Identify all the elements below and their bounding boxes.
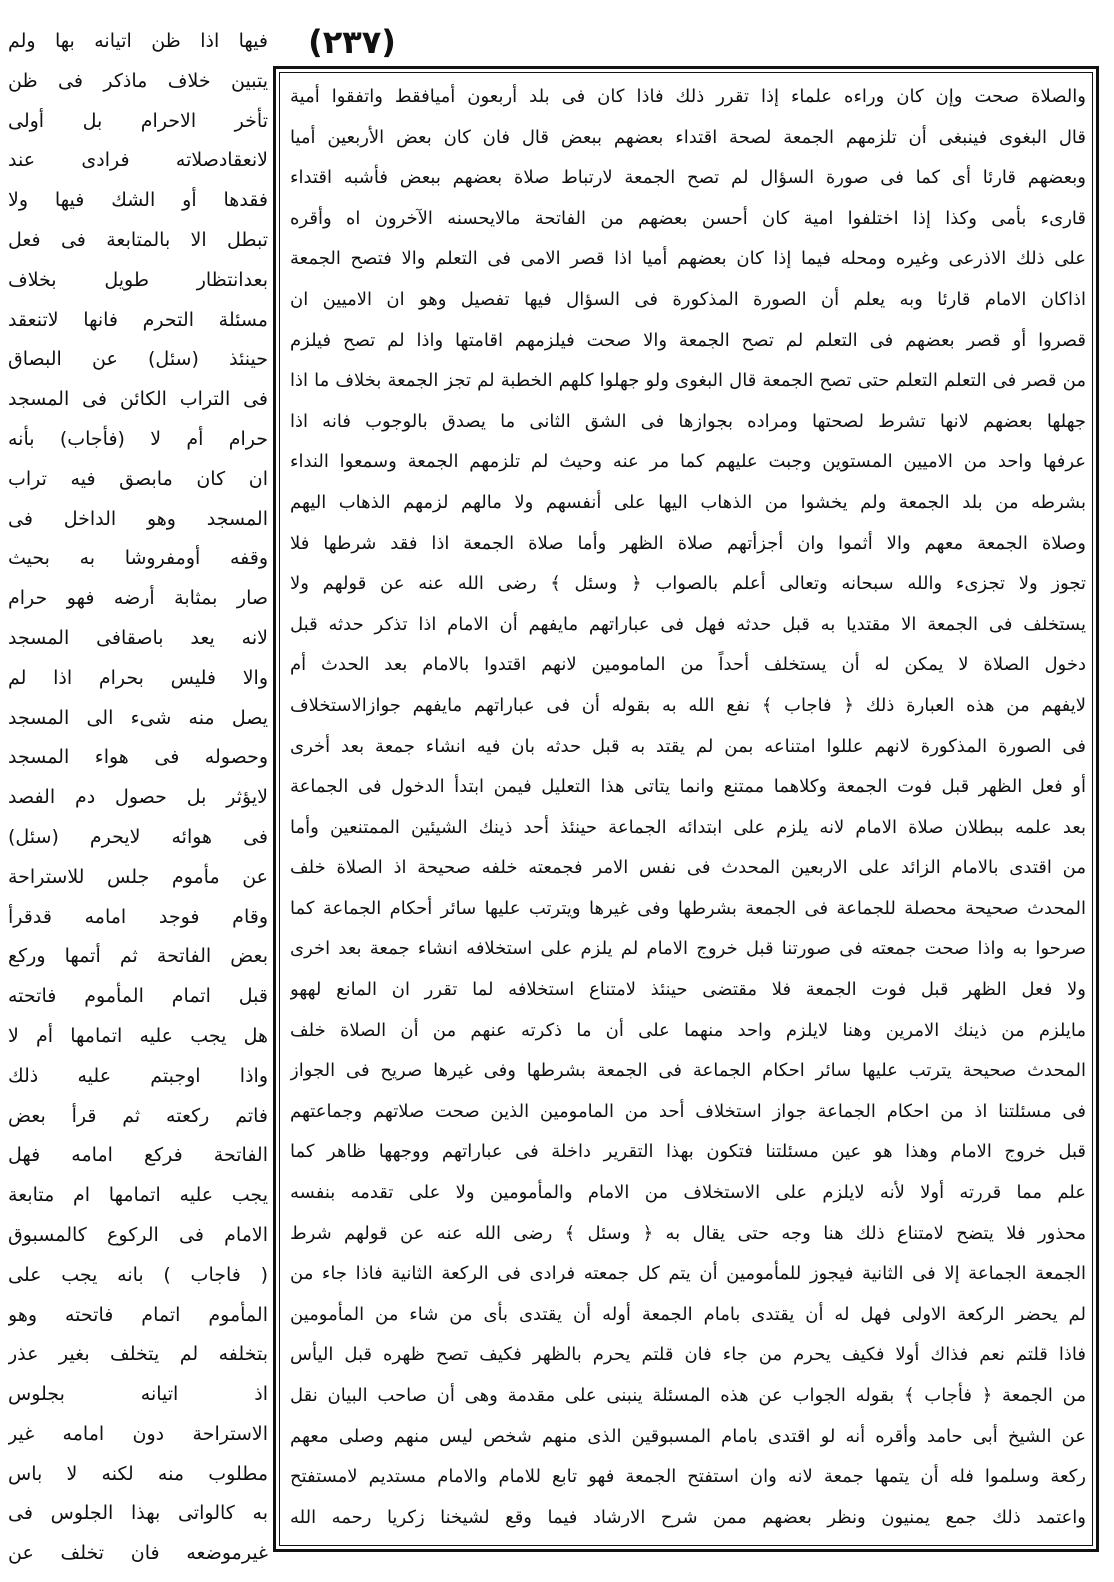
margin-note-line: لايؤثر بل حصول دم الفصد <box>8 786 268 809</box>
main-text-line: دخول الصلاة لا يمكن له أن يستخلف أحداً من المامومين لانهم اقتدوا بالامام بعد الحدث أم <box>290 654 1086 676</box>
margin-note-line: يصل منه شىء الى المسجد <box>8 706 268 729</box>
main-text-line: فاذا قلتم نعم فذاك أولا فكيف يحرم من جاء فان قلتم يحرم بالظهر فكيف تصح ظهره قبل اليأس <box>290 1344 1086 1366</box>
main-text-line: من قصر فى التعلم التعلم حتى تصح الجمعة قال البغوى ولو جهلوا كلهم الخطبة لم تجز الجمعة بخلاف ما اذا <box>290 370 1086 392</box>
margin-note-line: مسئلة التحرم فانها لاتنعقد <box>8 308 268 331</box>
main-text-line: وصلاة الجمعة معهم والا أثموا وان أجزأتهم صلاة الظهر وأما صلاة الجمعة اذا فقد شرطها فلا <box>290 532 1086 554</box>
main-text-line: واعتمد ذلك جمع يمنيون ونظر بعضهم ممن شرح الارشاد فيما وقع لشيخنا زكريا رحمه الله <box>290 1506 1086 1528</box>
margin-note-line: عن مأموم جلس للاستراحة <box>8 865 268 888</box>
main-text-line: والصلاة صحت وإن كان وراءه علماء إذا تقرر ذلك فاذا كان فى بلد أربعون أميافقط واتفقوا أمية <box>290 86 1086 107</box>
margin-note-line: فيها اذا ظن اتيانه بها ولم <box>8 30 268 52</box>
main-text-line: لم يحضر الركعة الاولى فهل له أن يقتدى بامام الجمعة أوله أن يقتدى بأى من شاء من المأمومين <box>290 1303 1086 1325</box>
margin-note-line: لانه يعد باصقافى المسجد <box>8 626 268 649</box>
margin-note-line: فقدها أو الشك فيها ولا <box>8 189 268 212</box>
page-number: (٢٣٧) <box>308 23 396 61</box>
main-text-line: عرفها واحد من الاميين المستوين وجبت عليهم كما مر عنه وحيث لم تلزمهم الجمعة وسمعوا النداء <box>290 451 1086 473</box>
margin-note-line: صار بمثابة أرضه فهو حرام <box>8 587 268 610</box>
main-text-line: المحدث صحيحة محصلة للجماعة فى الجمعة بشرطها وفى غيرها ويترتب عليها سائر أحكام الجماعة كما <box>290 897 1086 919</box>
margin-note-line: حينئذ (سئل) عن البصاق <box>8 348 268 371</box>
main-text-line: من اقتدى بالامام الزائد على الاربعين المحدث فى نفس الامر فجمعته خلفه صحيحة اذ الصلاة خلف <box>290 857 1086 879</box>
margin-note-line: وقام فوجد امامه قدقرأ <box>8 905 268 928</box>
main-text-line: بشرطه من بلد الجمعة ولم يخشوا من الذهاب اليها على أنفسهم ولا مالهم لزمهم الذهاب اليهم <box>290 491 1086 513</box>
margin-note-line: المأموم اتمام فاتحته وهو <box>8 1303 268 1326</box>
main-text-line: المحدث صحيحة يترتب عليها سائر احكام الجماعة فى الجمعة بشرطها وفى غيرها صريح فى الجواز <box>290 1060 1086 1082</box>
margin-note-line: واذا اوجبتم عليه ذلك <box>8 1064 268 1087</box>
margin-note-line: يجب عليه اتمامها ام متابعة <box>8 1184 268 1207</box>
main-text-line: جهلها بعضهم لانها تشرط لصحتها ومراده بجوازها فى الشق الثانى ما يصدق بالوجوب فانه اذا <box>290 410 1086 432</box>
margin-note-line: ( فاجاب ) بانه يجب على <box>8 1263 268 1286</box>
main-text-line: يستخلف فى الجمعة الا مقتديا به قبل حدثه فهل فى عباراتهم مايفهم أن الامام اذا تذكر حدثه قبل <box>290 613 1086 635</box>
margin-note-line: الامام فى الركوع كالمسبوق <box>8 1223 268 1246</box>
margin-note-line: يتبين خلاف ماذكر فى ظن <box>8 69 268 92</box>
margin-note-line: غيرموضعه فان تخلف عن <box>8 1542 268 1565</box>
margin-note-line: به كالواتى بهذا الجلوس فى <box>8 1502 268 1525</box>
margin-note-line: بتخلفه لم يتخلف بغير عذر <box>8 1343 268 1366</box>
margin-note-line: المسجد وهو الداخل فى <box>8 507 268 530</box>
main-text-line: قارىء بأمى وكذا إذا اختلفوا امية كان أحسن بعضهم من الفاتحة مالايحسنه الآخرون اه وأقره <box>290 207 1086 229</box>
margin-note-line: مطلوب منه لكنه لا باس <box>8 1462 268 1485</box>
margin-note-line: الفاتحة فركع امامه فهل <box>8 1144 268 1167</box>
margin-note-line: وقفه أومفروشا به بحيث <box>8 547 268 570</box>
main-text-column <box>290 77 1086 1538</box>
margin-note-line: فاتم ركعته ثم قرأ بعض <box>8 1104 268 1127</box>
margin-note-line: تأخر الاحرام بل أولى <box>8 109 268 132</box>
margin-note-line: هل يجب عليه اتمامها أم لا <box>8 1024 268 1047</box>
margin-note-line: بعدانتظار طويل بخلاف <box>8 268 268 291</box>
margin-note-line: قبل اتمام المأموم فاتحته <box>8 985 268 1008</box>
main-text-line: عن الشيخ أبى حامد وأقره أنه لو اقتدى بامام المسبوقين الذى منهم شخص ليس منهم وصلى معهم <box>290 1425 1086 1447</box>
main-text-line: فى مسئلتنا اذ من احكام الجماعة جواز استخلاف أحد من المامومين الذين صحت صلاتهم وجماعتهم <box>290 1100 1086 1122</box>
main-text-line: وبعضهم قارئا أى كما فى صورة السؤال لم تصح الجمعة لارتباط صلاة بعضهم ببعض فأشبه اقتداء <box>290 167 1086 189</box>
margin-note-line: اذ اتيانه بجلوس <box>8 1383 268 1406</box>
main-text-line: من الجمعة ﴿ فأجاب ﴾ بقوله الجواب عن هذه المسئلة ينبنى على مقدمة وهى أن صاحب البيان نقل <box>290 1385 1086 1406</box>
main-text-line: بعد علمه ببطلان صلاة الامام لانه يلزم على ابتدائه الجماعة حينئذ أحد ذينك الشيئين الممتنعين وأما <box>290 816 1086 838</box>
margin-note-line: الاستراحة دون امامه غير <box>8 1422 268 1445</box>
main-text-line: علم مما قررته أولا لأنه لايلزم على الاستخلاف من الامام والمأمومين ولا على تقدمه بنفسه <box>290 1182 1086 1204</box>
margin-note-line: تبطل الا بالمتابعة فى فعل <box>8 228 268 251</box>
main-text-line: أو فعل الظهر قبل فوت الجمعة وكلاهما ممتنع وانما يتاتى هذا التعليل فيمن ابتدأ الدخول فى الجماعة <box>290 776 1086 798</box>
main-text-line: على ذلك الاذرعى وغيره ومحله فيما إذا كان بعضهم أميا اذا قصر الامى فى التعلم والا فتصح الجمعة <box>290 248 1086 270</box>
main-text-line: قبل خروج الامام وهذا هو عين مسئلتنا فتكون بهذا التقرير داخلة فى عباراتهم ووجهها ظاهر كما <box>290 1141 1086 1163</box>
main-text-line: قال البغوى فينبغى أن تلزمهم الجمعة لصحة اقتداء بعضهم ببعض قال فان كان بعض الأربعين أميا <box>290 126 1086 148</box>
margin-notes-column <box>8 22 268 1574</box>
margin-note-line: والا فليس بحرام اذا لم <box>8 666 268 689</box>
margin-note-line: لانعقادصلاته فرادى عند <box>8 149 268 172</box>
main-text-line: قصروا أو قصر بعضهم فى التعلم لم تصح الجمعة والا صحت فيلزمهم اقامتها واذا لم تصح فيلزم <box>290 329 1086 351</box>
main-text-line: صرحوا به واذا صحت جمعته فى صورتنا قبل خروج الامام لم يلزم على استخلافه انشاء جمعة بعد اخرى <box>290 938 1086 960</box>
main-text-line: ركعة وسلموا فله أن يتمها جمعة لانه وان استفتح الجمعة فهو تابع للامام والامام مستديم لامستفتح <box>290 1466 1086 1488</box>
main-text-line: فى الصورة المذكورة لانهم عللوا امتناعه بمن لم يقتد به قبل حدثه بان فيه انشاء جمعة بعد أخرى <box>290 735 1086 757</box>
margin-note-line: بعض الفاتحة ثم أتمها وركع <box>8 945 268 968</box>
main-text-line: ولا فعل الظهر قبل فوت الجمعة فلا مقتضى حينئذ لامتناع استخلافه لما تقرر ان المانع لههو <box>290 979 1086 1001</box>
main-text-line: اذاكان الامام قارئا وبه يعلم أن الصورة المذكورة فى السؤال فيها تفصيل وهو ان الاميين ان <box>290 288 1086 310</box>
main-text-line: الجمعة الجماعة إلا فى الثانية فيجوز للمأمومين أن يتم كل جمعته فرادى فى الركعة الثانية فاذا جاء من <box>290 1263 1086 1285</box>
margin-note-line: حرام أم لا (فأجاب) بأنه <box>8 427 268 450</box>
margin-note-line: ان كان مابصق فيه تراب <box>8 467 268 490</box>
main-text-line: مايلزم من ذينك الامرين وهنا لايلزم واحد منهما على أن ما ذكرته عنهم من أن الصلاة خلف <box>290 1019 1086 1041</box>
main-text-line: تجوز ولا تجزىء والله سبحانه وتعالى أعلم بالصواب ﴿ وسئل ﴾ رضى الله عنه عن قولهم ولا <box>290 573 1086 595</box>
margin-note-line: فى التراب الكائن فى المسجد <box>8 388 268 411</box>
margin-note-line: وحصوله فى هواء المسجد <box>8 746 268 769</box>
main-text-line: لايفهم من هذه العبارة ذلك ﴿ فاجاب ﴾ نفع الله به بقوله أن فى عباراتهم مايفهم جوازالاستخلاف <box>290 694 1086 716</box>
margin-note-line: فى هوائه لايحرم (سئل) <box>8 825 268 848</box>
main-text-line: محذور فلا يتضح لامتناع ذلك هنا وجه حتى يقال به ﴿ وسئل ﴾ رضى الله عنه عن قولهم شرط <box>290 1222 1086 1244</box>
